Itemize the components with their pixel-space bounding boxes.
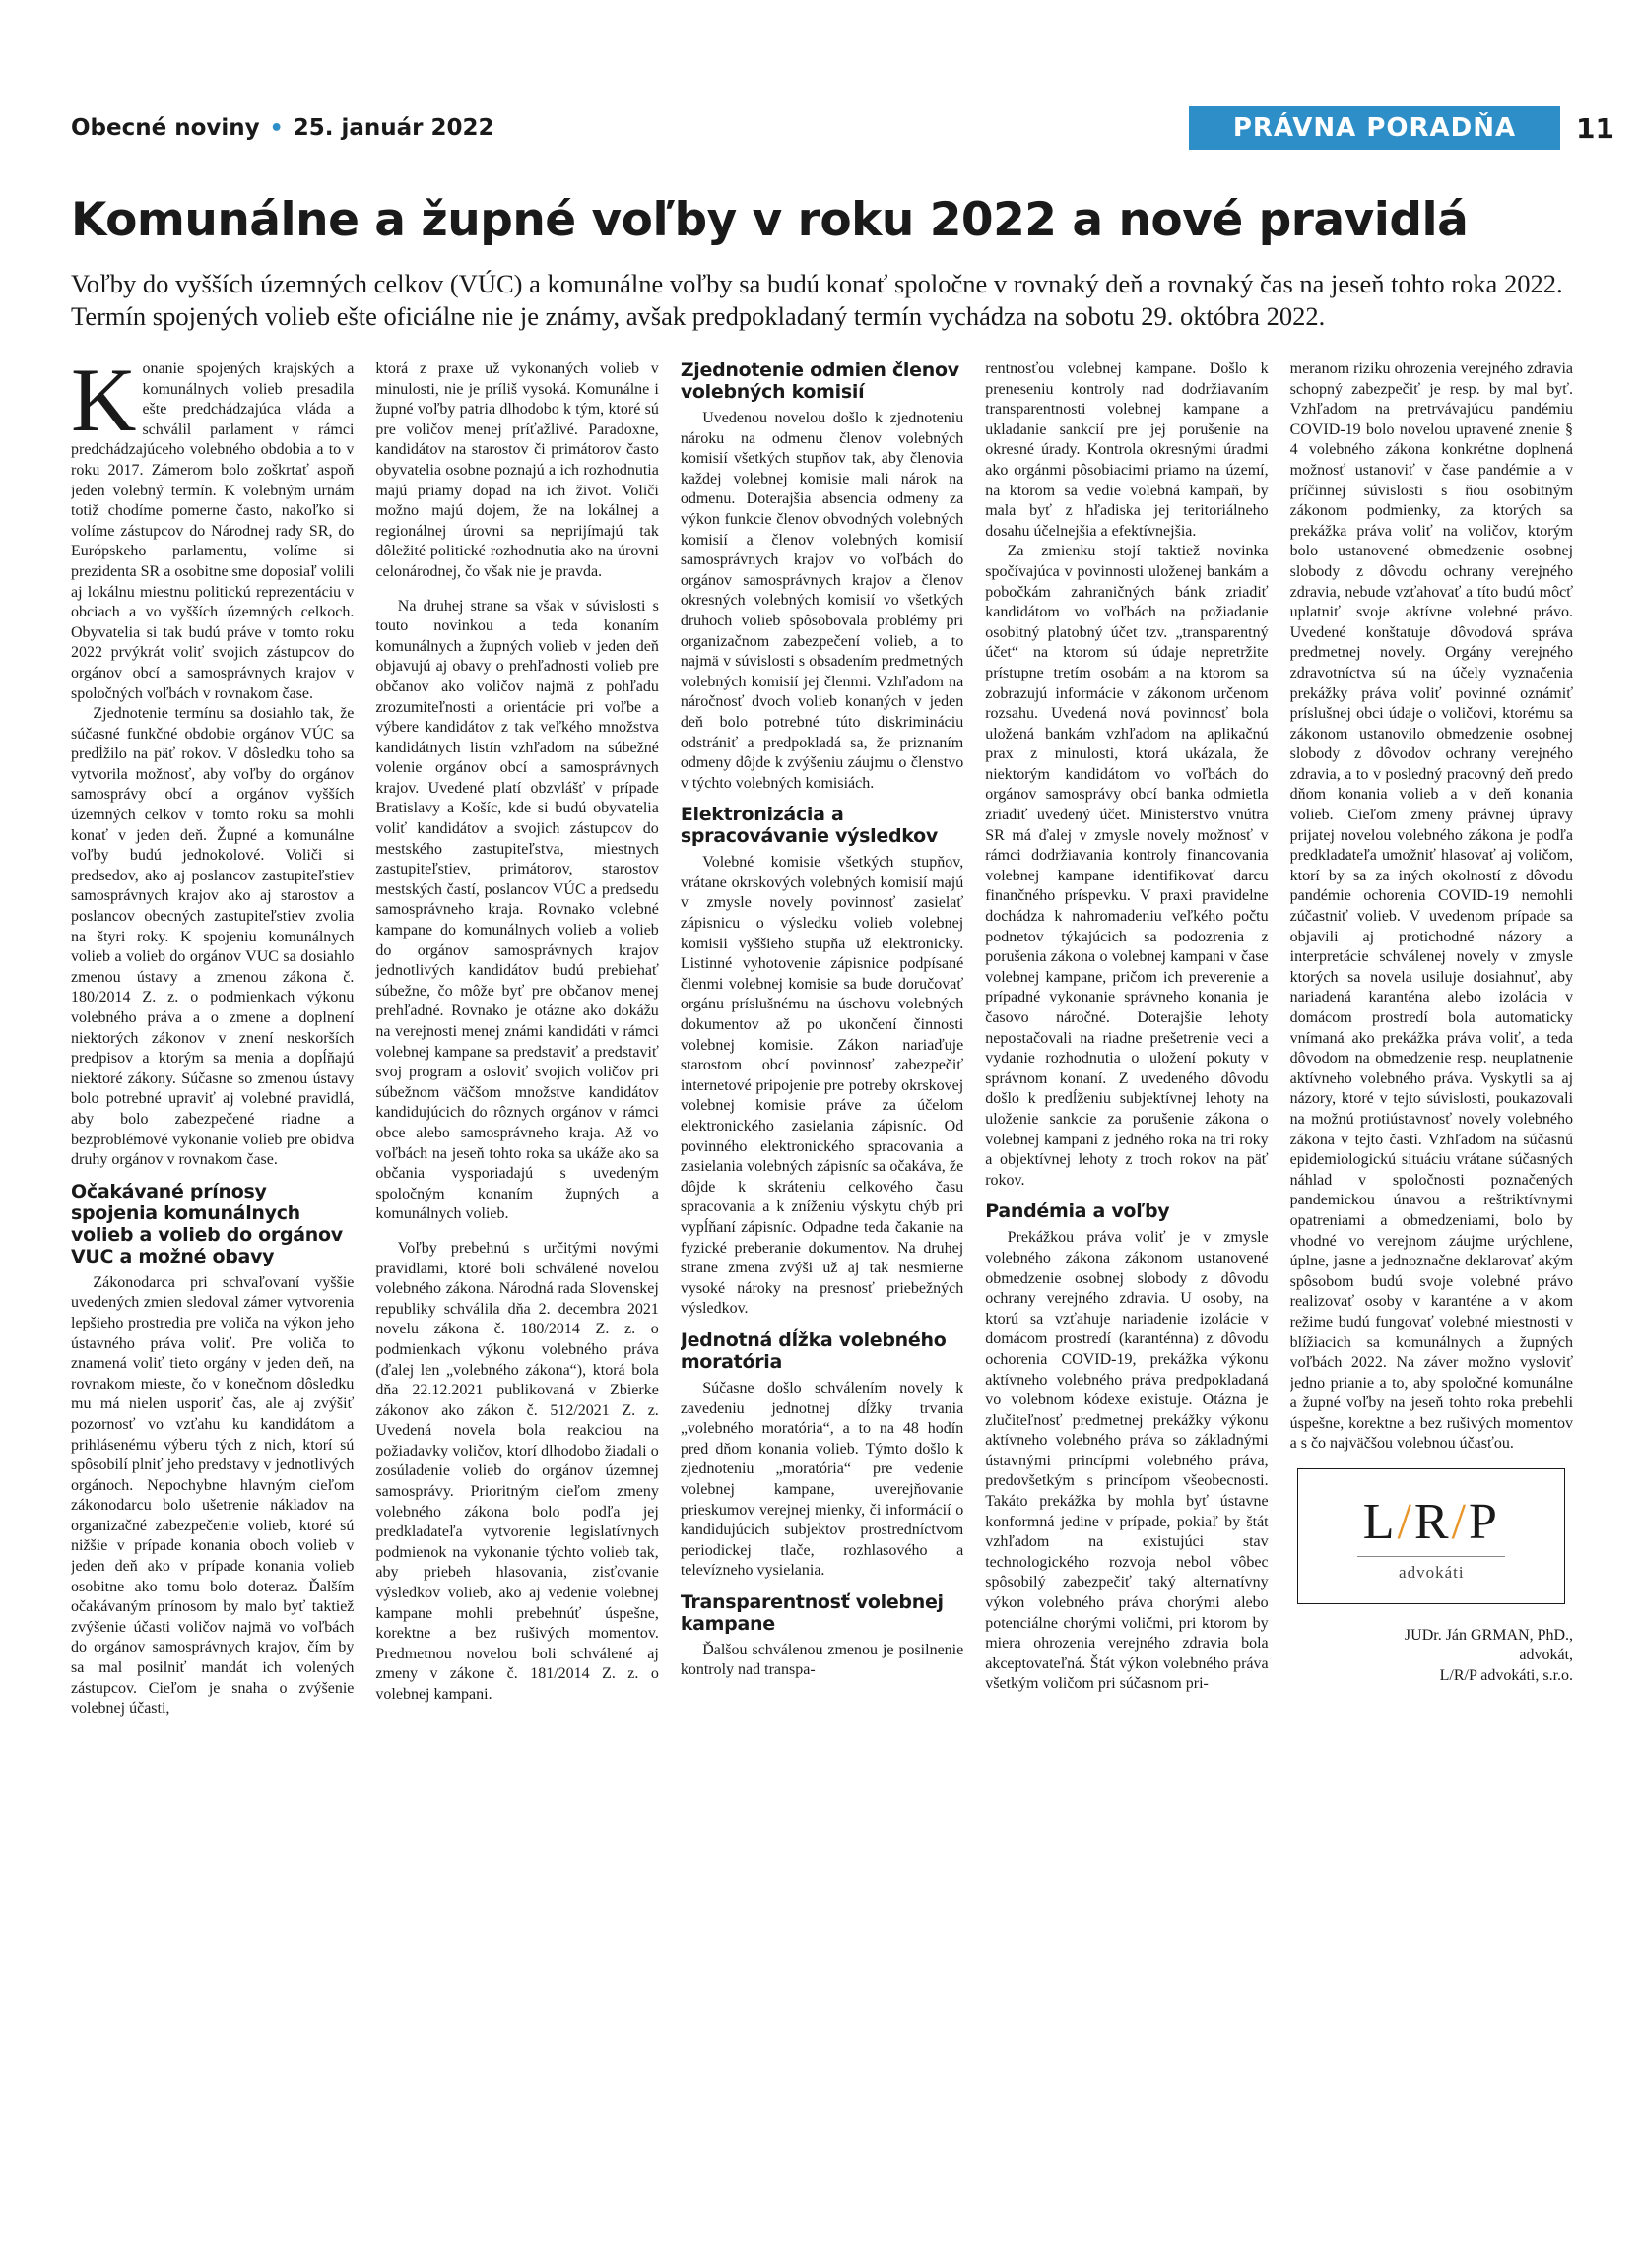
column-5 [1290, 359, 1573, 2221]
paragraph: Ďalšou schválenou zmenou je posilnenie kontroly nad transpa- [680, 1641, 964, 1679]
subheading: Elektronizácia a spracovávanie výsledkov [680, 804, 938, 848]
paragraph: Volebné komisie všetkých stupňov, vrátane okrskových volebných komisií majú v zmysle novely povinnosť zasielať zápisnicu o výsledku volieb volebnej komisii vyššieho stupňa už elektronicky. Listinné vyhotovenie zápisnice podpísané členmi volebnej komisie sa bude doručovať orgánu príslušnému na úschovu volebných dokumentov až po ukončení činnosti volebnej komisie. Zákon nariaďuje starostom obcí povinnosť zabezpečiť internetové pripojenie pre potreby okrskovej volebnej komisie práve za účelom elektronického zasielania zápisníc. Od povinného elektronického spracovania a zasielania volebných zápisníc sa očakáva, že dôjde k skráteniu celkového času spracovania a k zníženiu výskytu chýb pri vypĺňaní zápisníc. Odpadne teda čakanie na fyzické preberanie dokumentov. Na druhej strane zmena zvýši už aj tak nesmierne vysoké nároky na presnosť priebežných výsledkov. [680, 854, 964, 1318]
subheading: Transparentnosť volebnej kampane [680, 1590, 944, 1635]
column-1 [71, 359, 354, 2221]
paragraph: Za zmienku stojí taktiež novinka spočívajúca v povinnosti uloženej bankám a pobočkám zahraničných bánk zriadiť kandidátom vo voľbách na požiadanie osobitný platobný účet tzv. „transparentný účet“ na ktorom sú údaje nepretržite prístupne tretím osobám a na ktorom sa zobrazujú informácie v zákonom určenom rozsahu. Uvedená nová povinnosť bola uložená bankám vzhľadom na aplikačnú prax z minulosti, ktorá ukázala, že niektorým kandidátom vo voľbách do orgánov samosprávy obcí banka odmietla zriadiť uvedený účet. Ministerstvo vnútra SR má ďalej v zmysle novely možnosť v rámci dodržiavania kontroly financovania volebnej kampane identifikovať darcu finančného príspevku. V praxi pravidelne dochádza k nahromadeniu veľkého počtu podnetov týkajúcich sa podozrenia z porušenia zákona o volebnej kampani v čase volebnej kampane, pričom ich preverenie a prípadné vykonanie správneho konania je časovo náročné. Doterajšie lehoty nepostačovali na riadne prešetrenie veci a vydanie rozhodnutia o uložení pokuty v správnom konaní. Z uvedeného dôvodu došlo k predĺženiu subjektívnej lehoty na uloženie sankcie za porušenie zákona o volebnej kampani z jedného roka na tri roky a objektívnej lehoty z troch rokov na päť rokov. [985, 543, 1269, 1189]
author-byline [1290, 1626, 1573, 1687]
logo-divider [1357, 1556, 1505, 1557]
page-number: 11 [1576, 111, 1614, 145]
header-separator: • [269, 115, 284, 141]
issue-date: 25. január 2022 [293, 115, 494, 141]
paragraph: Na druhej strane sa však v súvislosti s touto novinkou a teda konaním komunálnych a župných volieb v jeden deň objavujú aj obavy o prehľadnosti volieb pre občanov ako voličov najmä z pohľadu zrozumiteľnosti a orientácie pri voľbe a výbere kandidátov z tak veľkého množstva kandidátnych listín vzhľadom na súbežné volenie orgánov obcí a samosprávnych krajov. Uvedené platí obzvlášť v prípade Bratislavy a Košíc, kde si budú obyvatelia voliť kandidátov a svojich zástupcov do mestského zastupiteľstva, miestnych zastupiteľstiev, primátorov, starostov mestských častí, poslancov VÚC a predsedu samosprávneho kraja. Rovnako volebné kampane do komunálnych volieb a volieb do orgánov samosprávnych krajov jednotlivých kandidátov budú prebiehať súbežne, čo môže byť pre občanov menej prehľadné. Rovnako je otázne ako dokážu na verejnosti menej známi kandidáti v rámci volebnej kampane sa predstaviť a predstaviť svoj program a osloviť svojich voličov pri súbežnom väčšom množstve kandidátov kandidujúcich do rôznych orgánov v rámci obce alebo samosprávneho kraja. Až vo voľbách na jeseň tohto roka sa ukáže ako sa občania vysporiadajú s uvedeným spoločným konaním župných a komunálnych volieb. [375, 597, 659, 1223]
column-3 [681, 359, 963, 2221]
article-lead: Voľby do vyšších územných celkov (VÚC) a komunálne voľby sa budú konať spoločne v rovnaký deň a rovnaký čas na jeseň tohto roka 2022. Termín spojených volieb ešte oficiálne nie je známy, avšak predpokladaný termín vychádza na sobotu 29. októbra 2022. [71, 269, 1563, 331]
paragraph: Uvedenou novelou došlo k zjednoteniu nároku na odmenu členov volebných komisií všetkých stupňov tak, aby členovia každej volebnej komisie mali nárok na odmenu. Doterajšia absencia odmeny za výkon funkcie členov obvodných volebných komisií a členov volebných komisií samosprávnych krajov vo voľbách do orgánov samosprávnych krajov a členov okresných volebných komisií vo všetkých druhoch volieb spôsobovala problémy pri organizačnom zabezpečení volieb, a to najmä v súvislosti s obsadením predmetných volebných komisií jej členmi. Vzhľadom na náročnosť dvoch volieb konaných v jeden deň bolo potrebné túto diskrimináciu odstrániť a predpokladá sa, že priznaním odmeny dôjde k zvýšeniu záujmu o členstvo v týchto volebných komisiách. [680, 410, 964, 792]
column-2 [375, 359, 658, 2221]
article-body [71, 359, 1573, 2221]
paragraph: Konanie spojených krajských a komunálnych volieb presadila ešte predchádzajúca vláda a schválil parlament v rámci predchádzajúceho volebného obdobia a to v roku 2017. Zámerom bolo zoškrtať aspoň jeden volebný termín. K volebným urnám totiž chodíme pomerne často, nakoľko si volíme zástupcov do Národnej rady SR, do Európskeho parlamentu, volíme si prezidenta SR a osobitne sme doposiaľ volili aj lokálnu miestnu politickú reprezentáciu v obciach a vo vyšších územných celkoch. Obyvatelia si tak budú práve v tomto roku 2022 prvýkrát voliť svojich zástupcov do orgánov obcí a samosprávnych krajov v spoločných voľbách v rovnakom čase. [71, 359, 355, 702]
paragraph: Súčasne došlo schválením novely k zavedeniu jednotnej dĺžky trvania „volebného moratória“, a to na 48 hodín pred dňom konania volieb. Týmto došlo k zjednoteniu „moratória“ pre vedenie volebnej kampane, uverejňovanie prieskumov verejnej mienky, či informácií o kandidujúcich subjektov prostredníctvom periodickej tlače, rozhlasového a televízneho vysielania. [680, 1379, 964, 1580]
logo-subtitle: advokáti [1399, 1563, 1465, 1583]
subheading: Pandémia a voľby [985, 1200, 1170, 1223]
subheading: Očakávané prínosy spojenia komunálnych volieb a volieb do orgánov VUC a možné obavy [71, 1180, 343, 1267]
column-4 [985, 359, 1268, 2221]
paragraph: rentnosťou volebnej kampane. Došlo k preneseniu kontroly nad dodržiavaním transparentnosti volebnej kampane a ukladanie sankcií pre jej porušenie na okresné úrady. Kontrola okresnými úradmi ako orgánmi pôsobiacimi priamo na území, na ktorom sa vedie volebná kampaň, by mala byť z hľadiska jej teritoriálneho dosahu účelnejšia a efektívnejšia. [985, 360, 1269, 540]
paragraph: meranom riziku ohrozenia verejného zdravia schopný zabezpečiť je resp. by mal byť. Vzhľadom na pretrvávajúcu pandémiu COVID-19 bolo novelou upravené znenie § 4 volebného zákona konkrétne doplnená možnosť ustanoviť v čase pandémie a v príčinnej súvislosti s ňou osobitným zákonom podmienky, za ktorých sa prekážka práva voliť na voličov, ktorým bolo ustanovené obmedzenie osobnej slobody z dôvodu ochrany verejného zdravia, nebude vzťahovať a títo budú môcť uplatniť svoje aktívne volebné právo. Uvedené konštatuje dôvodová správa predmetnej novely. Orgány verejného zdravotníctva sú na účely vyznačenia prekážky práva voliť povinné oznámiť príslušnej obci údaje o voličovi, ktorému sa zákonom ustanovilo obmedzenie osobnej slobody z dôvodov ochrany verejného zdravia, a to v posledný pracovný deň predo dňom konania volieb a v deň konania volieb. Cieľom zmeny právnej úpravy prijatej novelou volebného zákona je podľa predkladateľa umožniť hlasovať aj voličom, ktorí by sa za iných okolností z dôvodu pandémie ochorenia COVID-19 nemohli zúčastniť volieb. V uvedenom prípade sa objavili aj protichodné názory a interpretácie schválenej novely v zmysle ktorých sa novela usiluje dosiahnuť, aby nariadená karanténa alebo izolácia v domácom prostredí bola automaticky vnímaná ako prekážka práva voliť, a teda dôvodom na obmedzenie resp. neuplatnenie aktívneho volebného práva. Vyskytli sa aj názory, ktoré v tejto súvislosti, poukazovali na možnú protiústavnosť novely volebného zákona v tejto časti. Vzhľadom na súčasnú epidemiologickú situáciu vrátane súčasných náhlad v spoločnosti poznačených pandemickou únavou a reštriktívnymi opatreniami a obmedzeniami, bolo by vhodné vo verejnom záujme urýchlene, úplne, jasne a jednoznačne deklarovať akým spôsobom budú svoje volebné právo realizovať osoby v karanténe a v akom režime budú fungovať volebné miestnosti v blížiacich sa komunálnych a župných voľbách 2022. Na záver možno vysloviť jedno prianie a to, aby spoločné komunálne a župné voľby na jeseň tohto roka prebehli úspešne, korektne a bez rušivých momentov a s čo najväčšou volebnou účasťou. [1289, 360, 1574, 1453]
paragraph: ktorá z praxe už vykonaných volieb v minulosti, nie je príliš vysoká. Komunálne i župné voľby patria dlhodobo k tým, ktoré sú pre voličov menej príťažlivé. Paradoxne, kandidátov na starostov či primátorov často obyvatelia osobne poznajú a ich rozhodnutia majú priamy dopad na ich život. Voliči možno majú dojem, že na lokálnej a regionálnej úrovni sa neprijímajú tak dôležité politické rozhodnutia ako na úrovni celonárodnej, čo však nie je pravda. [375, 360, 659, 580]
article-title: Komunálne a župné voľby v roku 2022 a nové pravidlá [71, 193, 1469, 247]
law-firm-logo [1297, 1468, 1565, 1604]
section-badge: PRÁVNA PORADŇA [1189, 106, 1560, 150]
paper-name: Obecné noviny [71, 115, 260, 141]
running-header [71, 106, 1614, 150]
subheading: Jednotná dĺžka volebného moratória [680, 1328, 947, 1373]
author-firm: L/R/P advokáti, s.r.o. [1439, 1666, 1574, 1684]
paragraph: Zákonodarca pri schvaľovaní vyššie uvedených zmien sledoval zámer vytvorenia lepšieho prostredia pre voliča na výkon jeho ústavného práva voliť. Pre voliča to znamená voliť tieto orgány v jeden deň, na rovnakom mieste, čo v konečnom dôsledku mu má nielen usporiť čas, ale aj zvýšiť pozornosť vo vzťahu ku kandidátom a prihlásenému výberu tých z nich, ktorí sú spôsobilí plniť jeho predstavy v jednotlivých orgánoch. Nepochybne hlavným cieľom zákonodarcu bolo ušetrenie nákladov na organizačné zabezpečenie volieb, ktoré sú nižšie v prípade konania oboch volieb v jeden deň ako v prípade konania volieb osobitne ako tomu bolo doteraz. Ďalším očakávaným prínosom by malo byť taktiež zvýšenie účasti voličov najmä vo voľbách do orgánov samosprávnych krajov, čím by sa mal posilniť mandát ich volených zástupcov. Cieľom je snaha o zvýšenie volebnej účasti, [71, 1273, 355, 1717]
drop-cap: K [71, 359, 137, 450]
author-role: advokát, [1519, 1647, 1574, 1664]
logo-mark: L/R/P [1362, 1494, 1500, 1551]
paragraph: Prekážkou práva voliť je v zmysle volebného zákona zákonom ustanovené obmedzenie osobnej slobody z dôvodu ochrany verejného zdravia. U osoby, na ktorú sa vzťahuje nariadenie izolácie v domácom prostredí (karanténna) z dôvodu ochorenia COVID-19, prekážka výkonu aktívneho volebného práva predpokladaná vo volebnom kódexe existuje. Otázna je zlučiteľnosť predmetnej prekážky výkonu aktívneho volebného práva so základnými ústavnými princípmi volebného práva, predovšetkým s princípom všeobecnosti. Takáto prekážka by mohla byť ústavne konformná jedine v prípade, pokiaľ by štát vzhľadom na existujúci stav technologického rozvoja nebol vôbec spôsobilý zabezpečiť taký alternatívny výkon volebného práva chorými alebo potenciálne chorými voličmi, pri ktorom by miera ohrozenia verejného zdravia bola akceptovateľná. Štát výkon volebného práva všetkým voličom pri súčasnom pri- [985, 1229, 1269, 1693]
author-name: JUDr. Ján GRMAN, PhD., [1404, 1626, 1574, 1644]
paragraph: Voľby prebehnú s určitými novými pravidlami, ktoré boli schválené novelou volebného zákona. Národná rada Slovenskej republiky schválila dňa 2. decembra 2021 novelu zákona č. 180/2014 Z. z. o podmienkach výkonu volebného práva (ďalej len „volebného zákona“), ktorá bola dňa 22.12.2021 publikovaná v Zbierke zákonov ako zákon č. 512/2021 Z. z. Uvedená novela bola reakciou na požiadavky voličov, ktorí dlhodobo žiadali o zosúladenie volieb do orgánov územnej samosprávy. Prioritným cieľom zmeny volebného zákona bolo podľa jej predkladateľa vytvorenie legislatívnych podmienok na vykonanie týchto volieb tak, aby priebeh hlasovania, zisťovanie výsledkov volieb, ako aj vedenie volebnej kampane mohli prebehnúť úspešne, korektne a bez rušivých momentov. Predmetnou novelou boli schválené aj zmeny v zákone č. 181/2014 Z. z. o volebnej kampani. [375, 1239, 659, 1703]
subheading: Zjednotenie odmien členov volebných komisií [680, 359, 959, 403]
paragraph: Zjednotenie termínu sa dosiahlo tak, že súčasné funkčné obdobie orgánov VÚC sa predĺžilo na päť rokov. V dôsledku toho sa vytvorila možnosť, aby voľby do orgánov samosprávy obcí a orgánov vyšších územných celkov v tomto roku sa mohli konať v jeden deň. Župné a komunálne voľby budú jednokolové. Voliči si predsedov, ako aj poslancov zastupiteľstiev samosprávnych krajov ako aj starostov a poslancov obecných zastupiteľstiev zvolia na štyri roky. K spojeniu komunálnych volieb a volieb do orgánov VUC sa dosiahlo zmenou ústavy a zmenou zákona č. 180/2014 Z. z. o podmienkach výkonu volebného práva a o zmene a doplnení niektorých zákonov v znení neskorších predpisov a ktorým sa menia a dopĺňajú niektoré zákony. Súčasne so zmenou ústavy bolo potrebné upraviť aj volebné pravidlá, aby bolo zabezpečené riadne a bezproblémové vykonanie volieb pre obidva druhy orgánov v rovnakom čase. [71, 705, 355, 1169]
